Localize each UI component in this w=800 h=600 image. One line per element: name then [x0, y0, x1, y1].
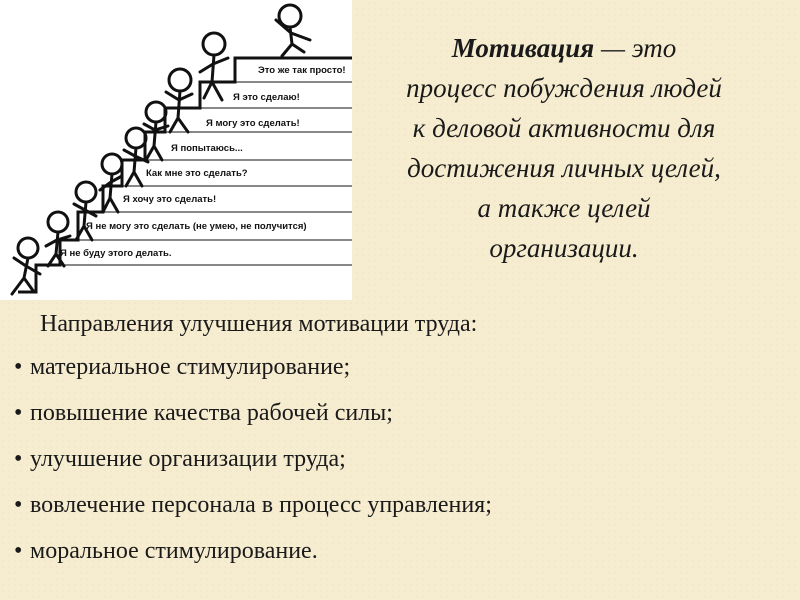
list-item-text: моральное стимулирование.	[30, 538, 318, 564]
step-label-8: Я не буду этого делать.	[60, 248, 172, 259]
step-label-5: Как мне это сделать?	[146, 168, 248, 179]
bullet: •	[14, 492, 23, 518]
definition-line-1-rest: — это	[594, 33, 677, 63]
definition-line-1	[358, 28, 770, 68]
definition-line-2: процесс побуждения людей	[406, 73, 722, 103]
step-label-7: Я не могу это сделать (не умею, не получится)	[86, 221, 307, 232]
step-label-1: Это же так просто!	[258, 65, 346, 76]
definition-line-4: достижения личных целей,	[407, 153, 721, 183]
step-label-3: Я могу это сделать!	[206, 118, 300, 129]
definition-term: Мотивация	[451, 33, 595, 63]
list-item	[14, 353, 492, 399]
definition-line-3: к деловой активности для	[412, 113, 716, 143]
list-item-text: улучшение организации труда;	[30, 446, 346, 472]
list-item	[14, 399, 492, 445]
definition-line-5: а также целей	[477, 193, 651, 223]
bullet: •	[14, 400, 23, 426]
list-item-text: повышение качества рабочей силы;	[30, 400, 393, 426]
bullet: •	[14, 446, 23, 472]
list-item	[14, 491, 492, 537]
list-item-text: материальное стимулирование;	[30, 354, 351, 380]
list-item-text: вовлечение персонала в процесс управления;	[30, 492, 492, 518]
staircase-illustration	[0, 0, 352, 300]
step-label-4: Я попытаюсь...	[171, 143, 243, 154]
list-item	[14, 445, 492, 491]
directions-heading: Направления улучшения мотивации труда:	[40, 311, 478, 337]
list-item	[14, 537, 492, 583]
bullet: •	[14, 354, 23, 380]
step-label-2: Я это сделаю!	[233, 92, 300, 103]
definition-line-6: организации.	[489, 233, 639, 263]
directions-list	[14, 353, 492, 583]
step-label-6: Я хочу это сделать!	[123, 194, 217, 205]
bullet: •	[14, 538, 23, 564]
motivation-definition	[358, 28, 770, 268]
